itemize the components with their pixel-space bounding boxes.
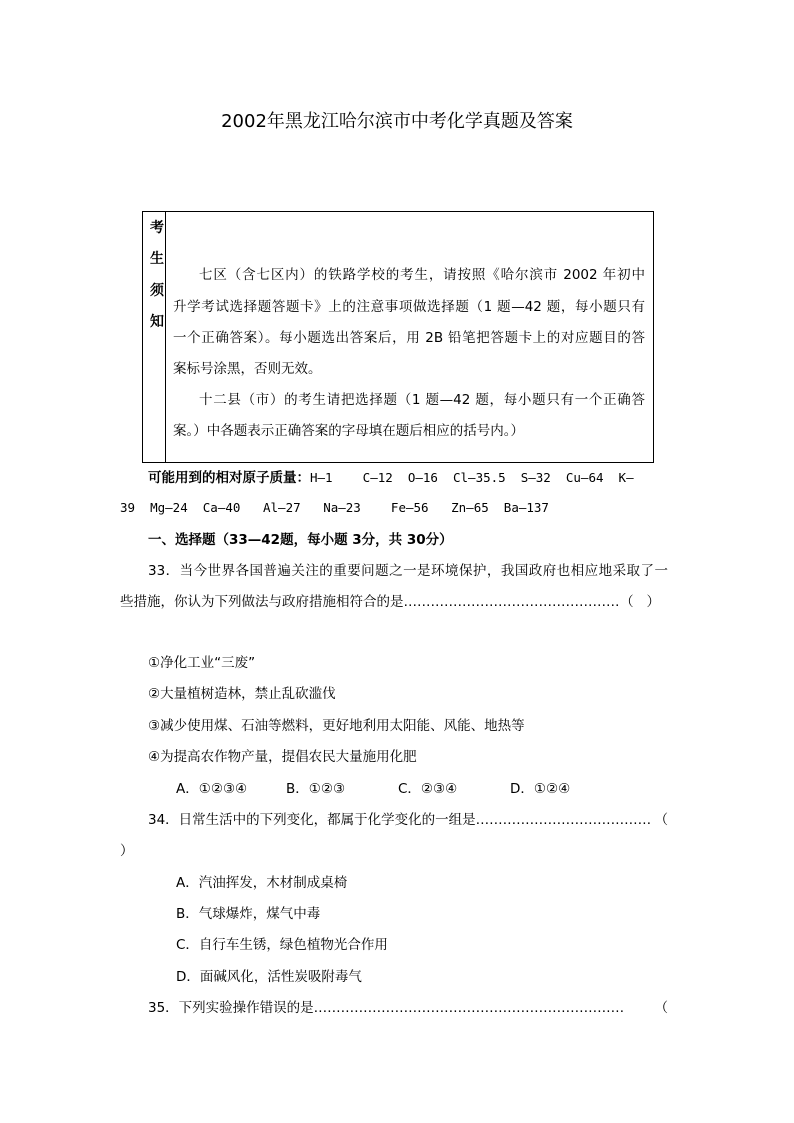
notice-line: 案。）中各题表示正确答案的字母填在题后相应的括号内。） (173, 423, 524, 439)
atomic-mass-line (148, 469, 634, 487)
q33-option-d: D．①②④ (510, 781, 571, 797)
notice-side-char: 生 (150, 251, 164, 267)
q34-option-d: D．面碱风化，活性炭吸附毒气 (176, 969, 362, 985)
answer-bracket: （ ） (620, 594, 660, 610)
q34-option-b: B．气球爆炸，煤气中毒 (176, 906, 321, 922)
notice-divider (165, 212, 166, 462)
q33-option-a: A．①②③④ (176, 781, 248, 797)
q33-item: ①净化工业“三废” (148, 655, 256, 671)
notice-line: 案标号涂黑，否则无效。 (173, 361, 322, 377)
q33-item: ②大量植树造林，禁止乱砍滥伐 (148, 686, 336, 702)
question-35-text (148, 999, 668, 1017)
notice-line: 七区（含七区内）的铁路学校的考生，请按照《哈尔滨市 2002 年初中 (199, 267, 645, 283)
section-heading: 一、选择题（33—42题，每小题 3分，共 30分） (148, 532, 453, 548)
q33-option-b: B．①②③ (286, 781, 346, 797)
question-34-text (148, 811, 668, 829)
atomic-mass-label: 可能用到的相对原子质量： (148, 470, 310, 486)
answer-bracket-open: （ (654, 1000, 668, 1016)
notice-line: 升学考试选择题答题卡》上的注意事项做选择题（1 题—42 题，每小题只有 (173, 299, 645, 315)
notice-line: 十二县（市）的考生请把选择题（1 题—42 题，每小题只有一个正确答 (199, 392, 645, 408)
q34-option-a: A．汽油挥发，木材制成桌椅 (176, 875, 348, 891)
answer-bracket-open: （ (654, 812, 668, 828)
notice-side-char: 知 (150, 314, 164, 330)
atomic-mass-values: H—1 C—12 O—16 Cl—35.5 S—32 Cu—64 K— (310, 470, 634, 485)
q33-option-c: C．②③④ (398, 781, 458, 797)
answer-bracket-close: ） (120, 843, 134, 859)
question-33-text: 33．当今世界各国普遍关注的重要问题之一是环境保护，我国政府也相应地采取了一 (148, 563, 668, 579)
atomic-mass-values: 39 Mg—24 Ca—40 Al—27 Na—23 Fe—56 Zn—65 Ba—137 (120, 500, 549, 515)
q33-item: ④为提高农作物产量，提倡农民大量施用化肥 (148, 749, 417, 765)
notice-side-char: 须 (150, 283, 164, 299)
q34-option-c: C．自行车生锈，绿色植物光合作用 (176, 937, 388, 953)
q33-item: ③减少使用煤、石油等燃料，更好地利用太阳能、风能、地热等 (148, 718, 525, 734)
question-text: 35．下列实验操作错误的是…………………………………………………………… (148, 1000, 625, 1016)
document-title: 2002年黑龙江哈尔滨市中考化学真题及答案 (221, 111, 573, 132)
question-33-text (120, 593, 660, 611)
question-text: 些措施，你认为下列做法与政府措施相符合的是………………………………………… (120, 594, 620, 610)
notice-side-char: 考 (150, 220, 164, 236)
question-text: 34．日常生活中的下列变化，都属于化学变化的一组是………………………………… (148, 812, 652, 828)
exam-notice-box (142, 211, 654, 463)
notice-line: 一个正确答案）。每小题选出答案后，用 2B 铅笔把答题卡上的对应题目的答 (173, 330, 645, 346)
